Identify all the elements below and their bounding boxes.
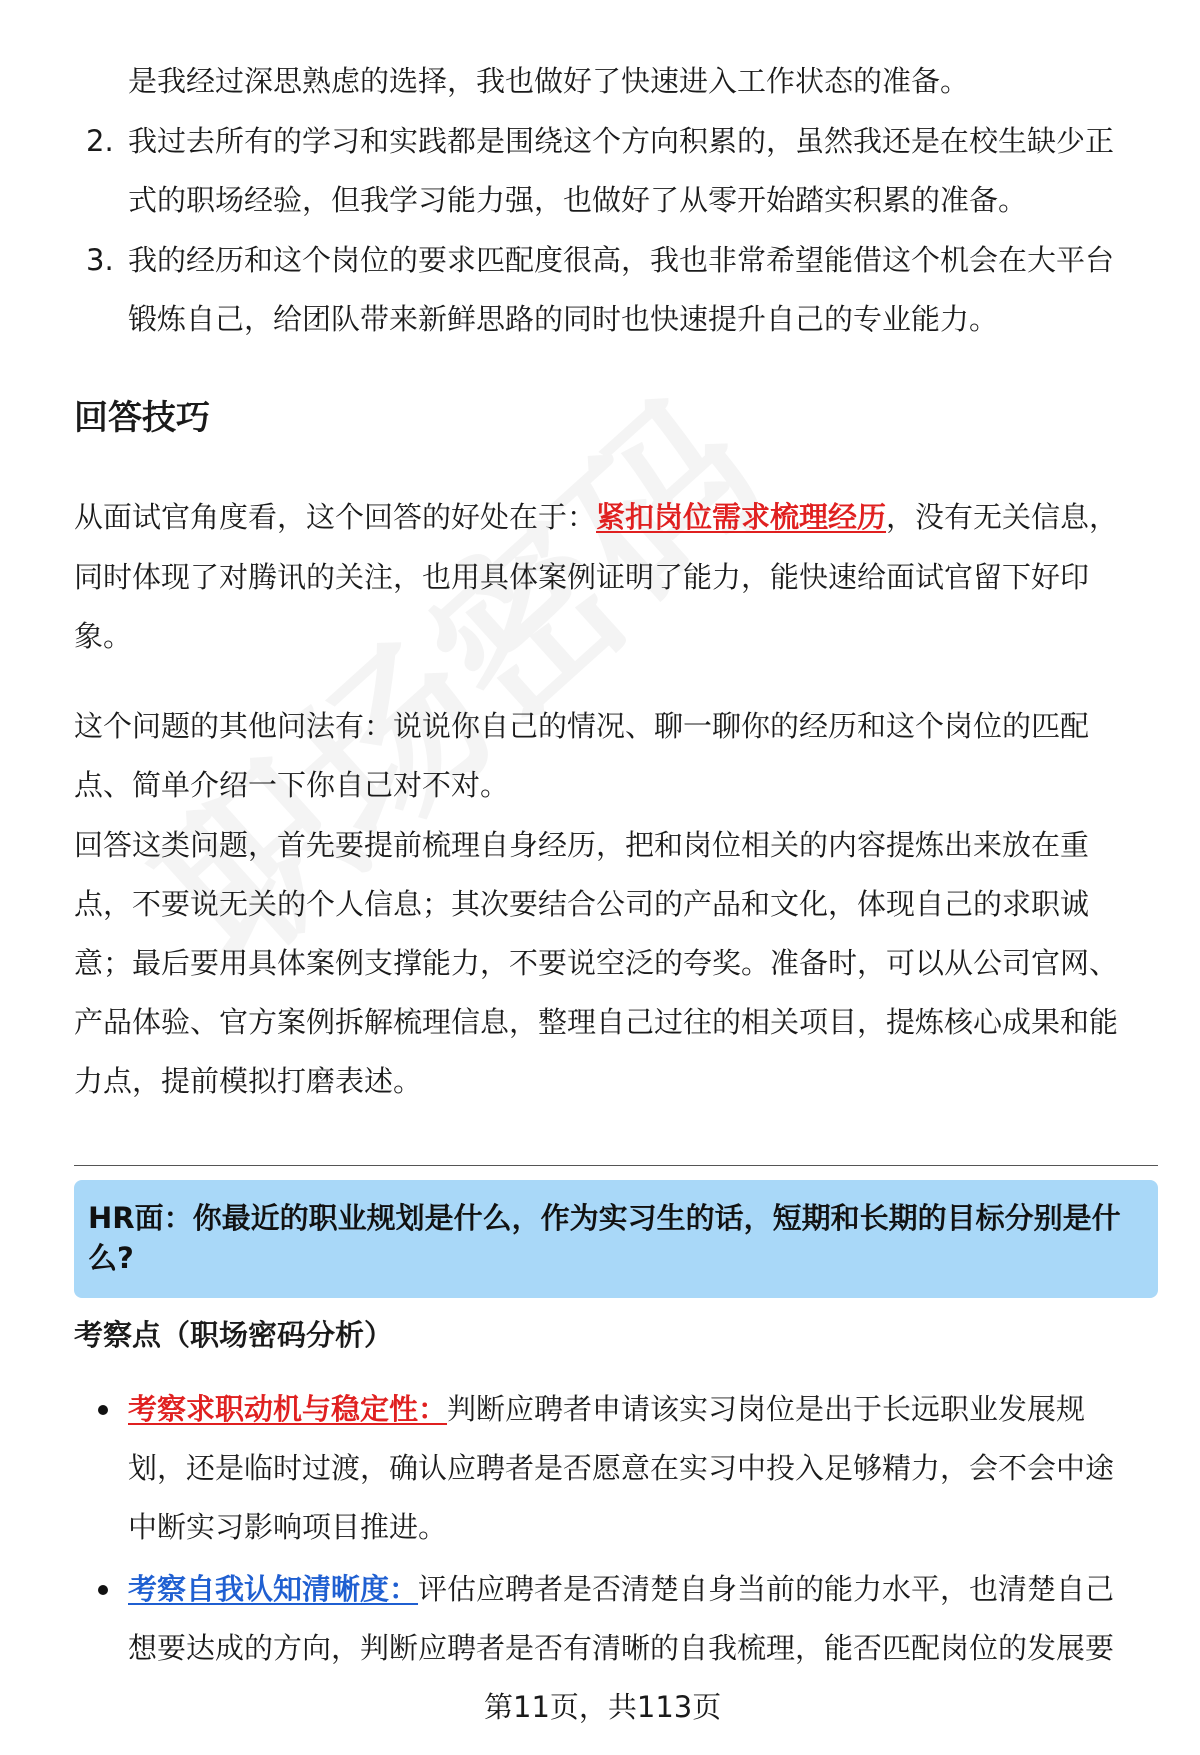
paragraph-line: 同时体现了对腾讯的关注，也用具体案例证明了能力，能快速给面试官留下好印 xyxy=(74,560,1090,594)
bullet-line xyxy=(128,1572,1114,1606)
paragraph-line: 象。 xyxy=(74,619,133,653)
list-item-continuation: 是我经过深思熟虑的选择，我也做好了快速进入工作状态的准备。 xyxy=(128,64,970,98)
bullet-icon xyxy=(98,1405,108,1415)
bullet-icon xyxy=(98,1585,108,1595)
paragraph-line: 力点，提前模拟打磨表述。 xyxy=(74,1064,423,1098)
list-item-text: 锻炼自己，给团队带来新鲜思路的同时也快速提升自己的专业能力。 xyxy=(128,302,999,336)
paragraph-line: 回答这类问题，首先要提前梳理自身经历，把和岗位相关的内容提炼出来放在重 xyxy=(74,828,1090,862)
paragraph-line xyxy=(74,500,1118,534)
question-text: HR面：你最近的职业规划是什么，作为实习生的话，短期和长期的目标分别是什么? xyxy=(88,1201,1121,1275)
paragraph-line: 产品体验、官方案例拆解梳理信息，整理自己过往的相关项目，提炼核心成果和能 xyxy=(74,1005,1119,1039)
list-item-text: 式的职场经验，但我学习能力强，也做好了从零开始踏实积累的准备。 xyxy=(128,183,1028,217)
bullet-label: 考察自我认知清晰度： xyxy=(128,1572,419,1606)
key-point-highlight: 紧扣岗位需求梳理经历 xyxy=(596,500,887,534)
paragraph-line: 点、简单介绍一下你自己对不对。 xyxy=(74,768,510,802)
paragraph-line: 意；最后要用具体案例支撑能力，不要说空泛的夸奖。准备时，可以从公司官网、 xyxy=(74,946,1119,980)
bullet-text: 判断应聘者申请该实习岗位是出于长远职业发展规 xyxy=(447,1392,1086,1426)
paragraph-line: 点，不要说无关的个人信息；其次要结合公司的产品和文化，体现自己的求职诚 xyxy=(74,887,1090,921)
paragraph-line: 这个问题的其他问法有：说说你自己的情况、聊一聊你的经历和这个岗位的匹配 xyxy=(74,709,1090,743)
bullet-line: 想要达成的方向，判断应聘者是否有清晰的自我梳理，能否匹配岗位的发展要 xyxy=(128,1631,1115,1665)
section-divider xyxy=(74,1165,1158,1166)
bullet-line xyxy=(128,1392,1085,1426)
list-item-text: 我的经历和这个岗位的要求匹配度很高，我也非常希望能借这个机会在大平台 xyxy=(128,243,1115,277)
bullet-line: 中断实习影响项目推进。 xyxy=(128,1510,448,1544)
page-number: 第11页，共113页 xyxy=(484,1690,722,1724)
paragraph-text: ，没有无关信息， xyxy=(886,500,1119,534)
bullet-label: 考察求职动机与稳定性： xyxy=(128,1392,448,1426)
question-callout xyxy=(74,1180,1158,1298)
list-item-text: 我过去所有的学习和实践都是围绕这个方向积累的，虽然我还是在校生缺少正 xyxy=(128,124,1115,158)
section-heading: 回答技巧 xyxy=(74,398,210,438)
list-number: 2. xyxy=(86,124,114,158)
bullet-text: 评估应聘者是否清楚自身当前的能力水平，也清楚自己 xyxy=(418,1572,1115,1606)
bullet-line: 划，还是临时过渡，确认应聘者是否愿意在实习中投入足够精力，会不会中途 xyxy=(128,1451,1115,1485)
subsection-heading: 考察点（职场密码分析） xyxy=(74,1318,394,1352)
paragraph-text: 从面试官角度看，这个回答的好处在于： xyxy=(74,500,597,534)
list-number: 3. xyxy=(86,243,114,277)
